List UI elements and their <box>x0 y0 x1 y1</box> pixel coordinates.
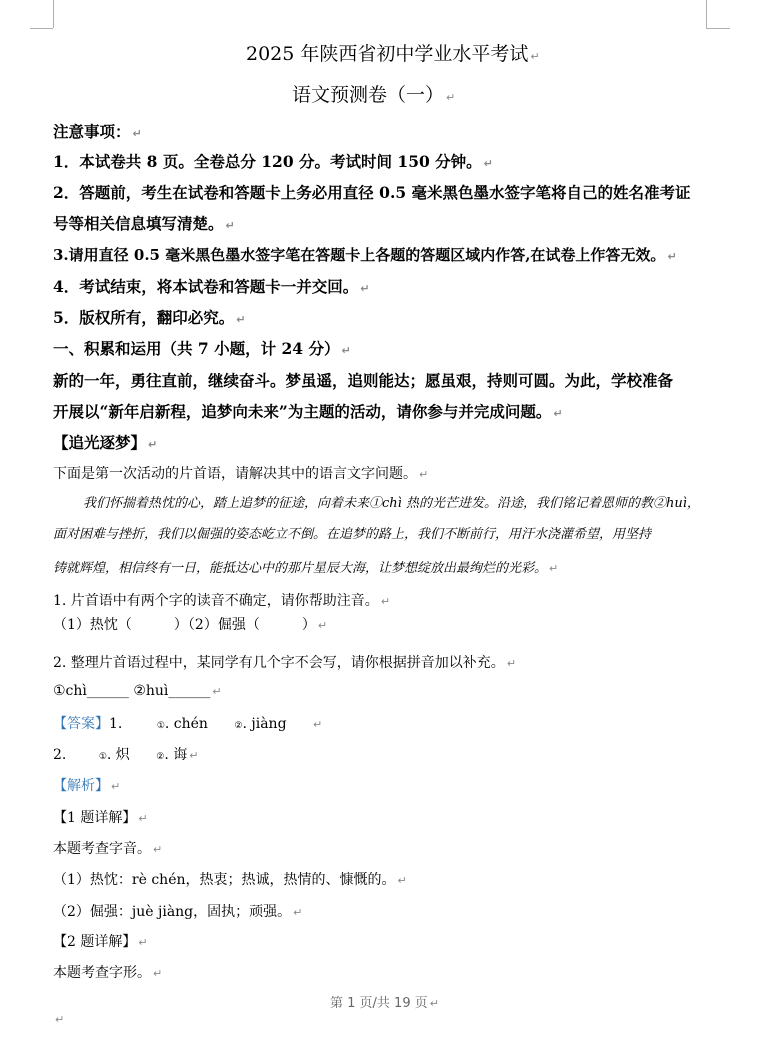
detail-2-heading: 【2 题详解】 ↵ <box>53 934 148 950</box>
notice-item-2-cont: 号等相关信息填写清楚。 ↵ <box>53 214 235 233</box>
notice-item-3: 3.请用直径 0.5 毫米黑色墨水签字笔在答题卡上各题的答题区域内作答,在试卷上作答无效。 ↵ <box>53 246 677 264</box>
exam-subtitle: 语文预测卷（一） ↵ <box>292 84 456 106</box>
section-intro-1: 新的一年，勇往直前，继续奋斗。梦虽遥，追则能达；愿虽艰，持则可圆。为此，学校准备 <box>53 371 674 390</box>
notice-item-5: 5．版权所有，翻印必究。 ↵ <box>53 308 246 327</box>
question-1-blanks: （1）热忱（ ）（2）倔强（ ） ↵ <box>53 617 328 633</box>
answer-line-2: 2. ①. 炽 ②. 诲 ↵ <box>53 747 199 763</box>
answer-line-1: 【答案】1. ①. chén ②. jiàng ↵ <box>53 716 323 732</box>
passage-line-2: 面对困难与挫折，我们以倔强的姿态屹立不倒。在追梦的路上，我们不断前行，用汗水浇灌希望，用坚持 <box>53 527 652 542</box>
activity-lead: 下面是第一次活动的片首语，请解决其中的语言文字问题。 ↵ <box>53 466 429 482</box>
section-heading: 一、积累和运用（共 7 小题，计 24 分） ↵ <box>53 339 351 358</box>
detail-1-item-1: （1）热忱：rè chén，热衷；热诚，热情的、慷慨的。 ↵ <box>53 872 407 888</box>
end-paragraph-mark: ↵ <box>55 1013 65 1026</box>
page-footer: 第 1 页/共 19 页 ↵ <box>330 996 439 1011</box>
detail-1-intro: 本题考查字音。 ↵ <box>53 841 163 857</box>
detail-1-heading: 【1 题详解】 ↵ <box>53 810 148 826</box>
passage-line-1: 我们怀揣着热忱的心，踏上追梦的征途，向着未来①chì 热的光芒进发。沿途，我们铭记着恩师的教②huì， <box>83 496 700 511</box>
detail-1-item-2: （2）倔强：juè jiàng，固执；顽强。 ↵ <box>53 904 303 920</box>
notice-heading: 注意事项： ↵ <box>53 122 142 141</box>
analysis-label: 【解析】 ↵ <box>53 778 121 794</box>
notice-item-1: 1．本试卷共 8 页。全卷总分 120 分。考试时间 150 分钟。 ↵ <box>53 152 493 171</box>
exam-title: 2025 年陕西省初中学业水平考试 ↵ <box>246 43 540 65</box>
subheading-zhuiguang: 【追光逐梦】 ↵ <box>53 433 158 452</box>
notice-item-4: 4．考试结束，将本试卷和答题卡一并交回。 ↵ <box>53 277 370 296</box>
notice-item-2: 2．答题前，考生在试卷和答题卡上务必用直径 0.5 毫米黑色墨水签字笔将自己的姓名准考证 <box>53 183 691 202</box>
passage-line-3: 铸就辉煌，相信终有一日，能抵达心中的那片星辰大海，让梦想绽放出最绚烂的光彩。 ↵ <box>53 561 559 576</box>
answer-label: 【答案】 <box>53 716 109 732</box>
section-intro-2: 开展以“新年启新程，追梦向未来”为主题的活动，请你参与并完成问题。 ↵ <box>53 402 563 421</box>
question-2-blanks: ①chì______ ②huì______ ↵ <box>53 683 222 699</box>
question-2: 2. 整理片首语过程中，某同学有几个字不会写，请你根据拼音加以补充。 ↵ <box>53 655 517 671</box>
question-1: 1. 片首语中有两个字的读音不确定，请你帮助注音。 ↵ <box>53 593 391 609</box>
detail-2-intro: 本题考查字形。 ↵ <box>53 965 163 981</box>
